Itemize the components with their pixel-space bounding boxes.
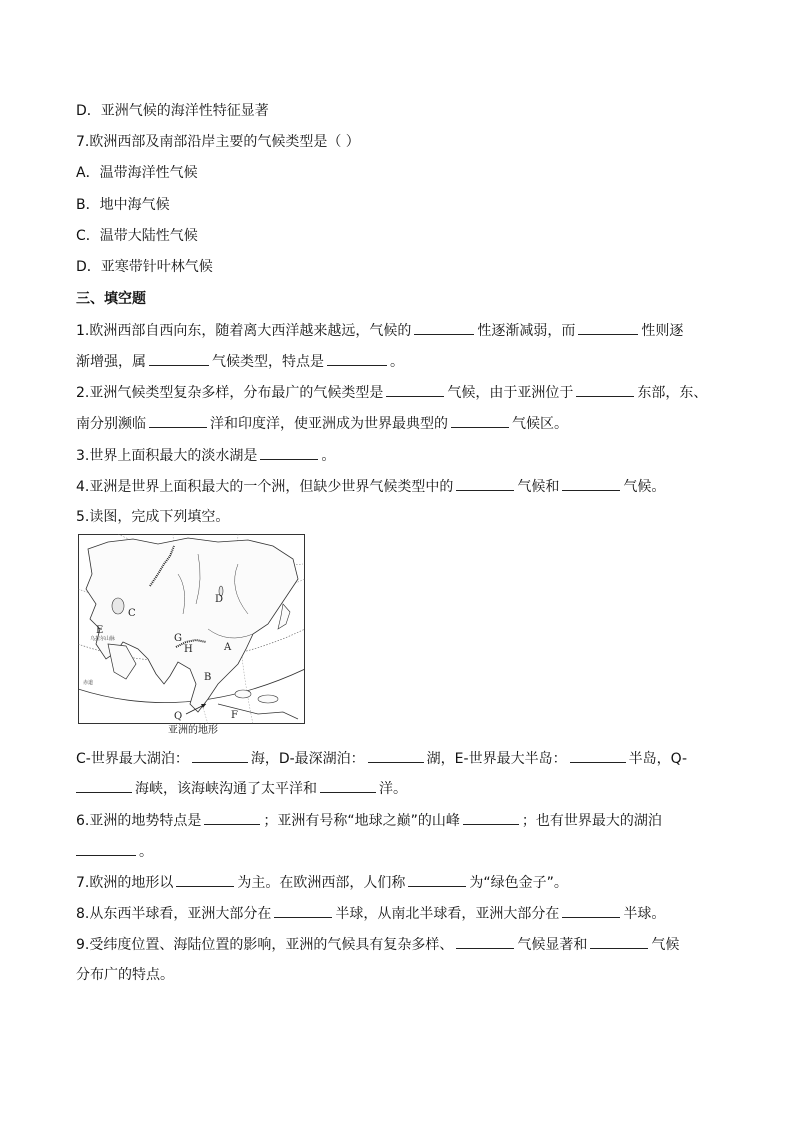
text: 为“绿色金子”。 (469, 875, 568, 891)
text: 海峡，该海峡沟通了太平洋和 (135, 781, 317, 797)
fill-question-7 (76, 872, 568, 893)
text: ；亚洲有号称“地球之巅”的山峰 (263, 813, 460, 829)
map-label-g: G (174, 633, 182, 644)
asia-terrain-map (78, 534, 305, 724)
answer-blank[interactable] (408, 872, 466, 887)
map-label-q: Q (174, 711, 183, 722)
map-label-h: H (184, 644, 193, 655)
fill-question-5: 5.读图，完成下列填空。 (76, 509, 230, 525)
text: 4.亚洲是世界上面积最大的一个洲，但缺少世界气候类型中的 (76, 479, 454, 495)
option-d-prev: D．亚洲气候的海洋性特征显著 (76, 103, 269, 119)
answer-blank[interactable] (76, 841, 136, 856)
map-label-b: B (204, 672, 212, 683)
answer-blank[interactable] (386, 382, 444, 397)
text: 气候类型，特点是 (212, 354, 324, 370)
answer-blank[interactable] (451, 413, 509, 428)
text: 南分别濒临 (76, 416, 146, 432)
map-label-a: A (224, 642, 232, 653)
text: 气候 (651, 937, 680, 953)
text: 半岛，Q- (628, 751, 688, 767)
answer-blank[interactable] (176, 872, 234, 887)
text: 3.世界上面积最大的淡水湖是 (76, 448, 258, 464)
fill-question-9-line2: 分布广的特点。 (76, 967, 174, 983)
answer-blank[interactable] (260, 445, 318, 460)
text: 海，D-最深湖泊： (250, 751, 365, 767)
answer-blank[interactable] (456, 934, 514, 949)
answer-blank[interactable] (576, 382, 634, 397)
text: 2.亚洲气候类型复杂多样，分布最广的气候类型是 (76, 385, 384, 401)
map-caption: 亚洲的地形 (168, 725, 218, 736)
island-outline (235, 690, 251, 698)
lake-c (112, 598, 124, 614)
text: 气候和 (517, 479, 560, 495)
text: 湖，E-世界最大半岛： (426, 751, 567, 767)
text: 洋。 (379, 781, 407, 797)
island-outline (258, 695, 278, 703)
option-c: C．温带大陆性气候 (76, 228, 198, 244)
answer-blank[interactable] (149, 413, 207, 428)
fill-question-1-line1 (76, 320, 683, 341)
answer-blank[interactable] (204, 810, 260, 825)
option-d: D．亚寒带针叶林气候 (76, 259, 213, 275)
text: 1.欧洲西部自西向东，随着离大西洋越来越远，气候的 (76, 323, 412, 339)
fill-question-6-line2 (76, 841, 153, 862)
text: 性则逐 (641, 323, 684, 339)
text: 气候区。 (512, 416, 568, 432)
fill-question-2-line2 (76, 413, 568, 434)
answer-blank[interactable] (578, 320, 638, 335)
question-7-stem: 7.欧洲西部及南部沿岸主要的气候类型是（ ） (76, 134, 360, 150)
text: C-世界最大湖泊： (76, 751, 189, 767)
text: 气候，由于亚洲位于 (447, 385, 574, 401)
text: 气候。 (623, 479, 666, 495)
section-heading: 三、填空题 (76, 291, 146, 307)
text: 。 (390, 354, 404, 370)
fill-question-5-line2 (76, 778, 407, 799)
answer-blank[interactable] (562, 903, 620, 918)
text: 洋和印度洋，使亚洲成为世界最典型的 (210, 416, 448, 432)
text: 。 (321, 448, 336, 464)
fill-question-5-line1 (76, 748, 687, 769)
map-label-d: D (215, 594, 224, 605)
map-label-f: F (231, 710, 238, 721)
text: 半球，从南北半球看，亚洲大部分在 (335, 906, 560, 922)
answer-blank[interactable] (456, 476, 514, 491)
answer-blank[interactable] (414, 320, 474, 335)
text: 6.亚洲的地势特点是 (76, 813, 202, 829)
answer-blank[interactable] (463, 810, 519, 825)
text: 半球。 (623, 906, 666, 922)
fill-question-8 (76, 903, 665, 924)
fill-question-1-line2 (76, 351, 404, 372)
text: 性逐渐减弱，而 (477, 323, 576, 339)
fill-question-2-line1 (76, 382, 707, 403)
text: 渐增强，属 (76, 354, 146, 370)
map-label-c: C (128, 608, 136, 619)
text: 。 (139, 844, 153, 860)
fill-question-9-line1 (76, 934, 679, 955)
fill-question-3 (76, 445, 335, 466)
text: 8.从东西半球看，亚洲大部分在 (76, 906, 272, 922)
text: 气候显著和 (517, 937, 588, 953)
answer-blank[interactable] (76, 778, 132, 793)
fill-question-4 (76, 476, 665, 497)
answer-blank[interactable] (368, 748, 424, 763)
answer-blank[interactable] (192, 748, 248, 763)
text: ；也有世界最大的湖泊 (521, 813, 662, 829)
option-b: B．地中海气候 (76, 197, 170, 213)
answer-blank[interactable] (562, 476, 620, 491)
option-a: A．温带海洋性气候 (76, 165, 198, 181)
text: 为主。在欧洲西部，人们称 (237, 875, 406, 891)
answer-blank[interactable] (327, 351, 387, 366)
answer-blank[interactable] (570, 748, 626, 763)
answer-blank[interactable] (320, 778, 376, 793)
text: 7.欧洲的地形以 (76, 875, 174, 891)
answer-blank[interactable] (274, 903, 332, 918)
answer-blank[interactable] (149, 351, 209, 366)
answer-blank[interactable] (590, 934, 648, 949)
map-small-label: 乌拉尔山脉 (90, 636, 116, 642)
text: 9.受纬度位置、海陆位置的影响，亚洲的气候具有复杂多样、 (76, 937, 454, 953)
fill-question-6-line1 (76, 810, 662, 831)
map-label-e: E (96, 625, 104, 636)
text: 东部，东、 (637, 385, 708, 401)
map-small-label: 赤道 (83, 680, 94, 686)
